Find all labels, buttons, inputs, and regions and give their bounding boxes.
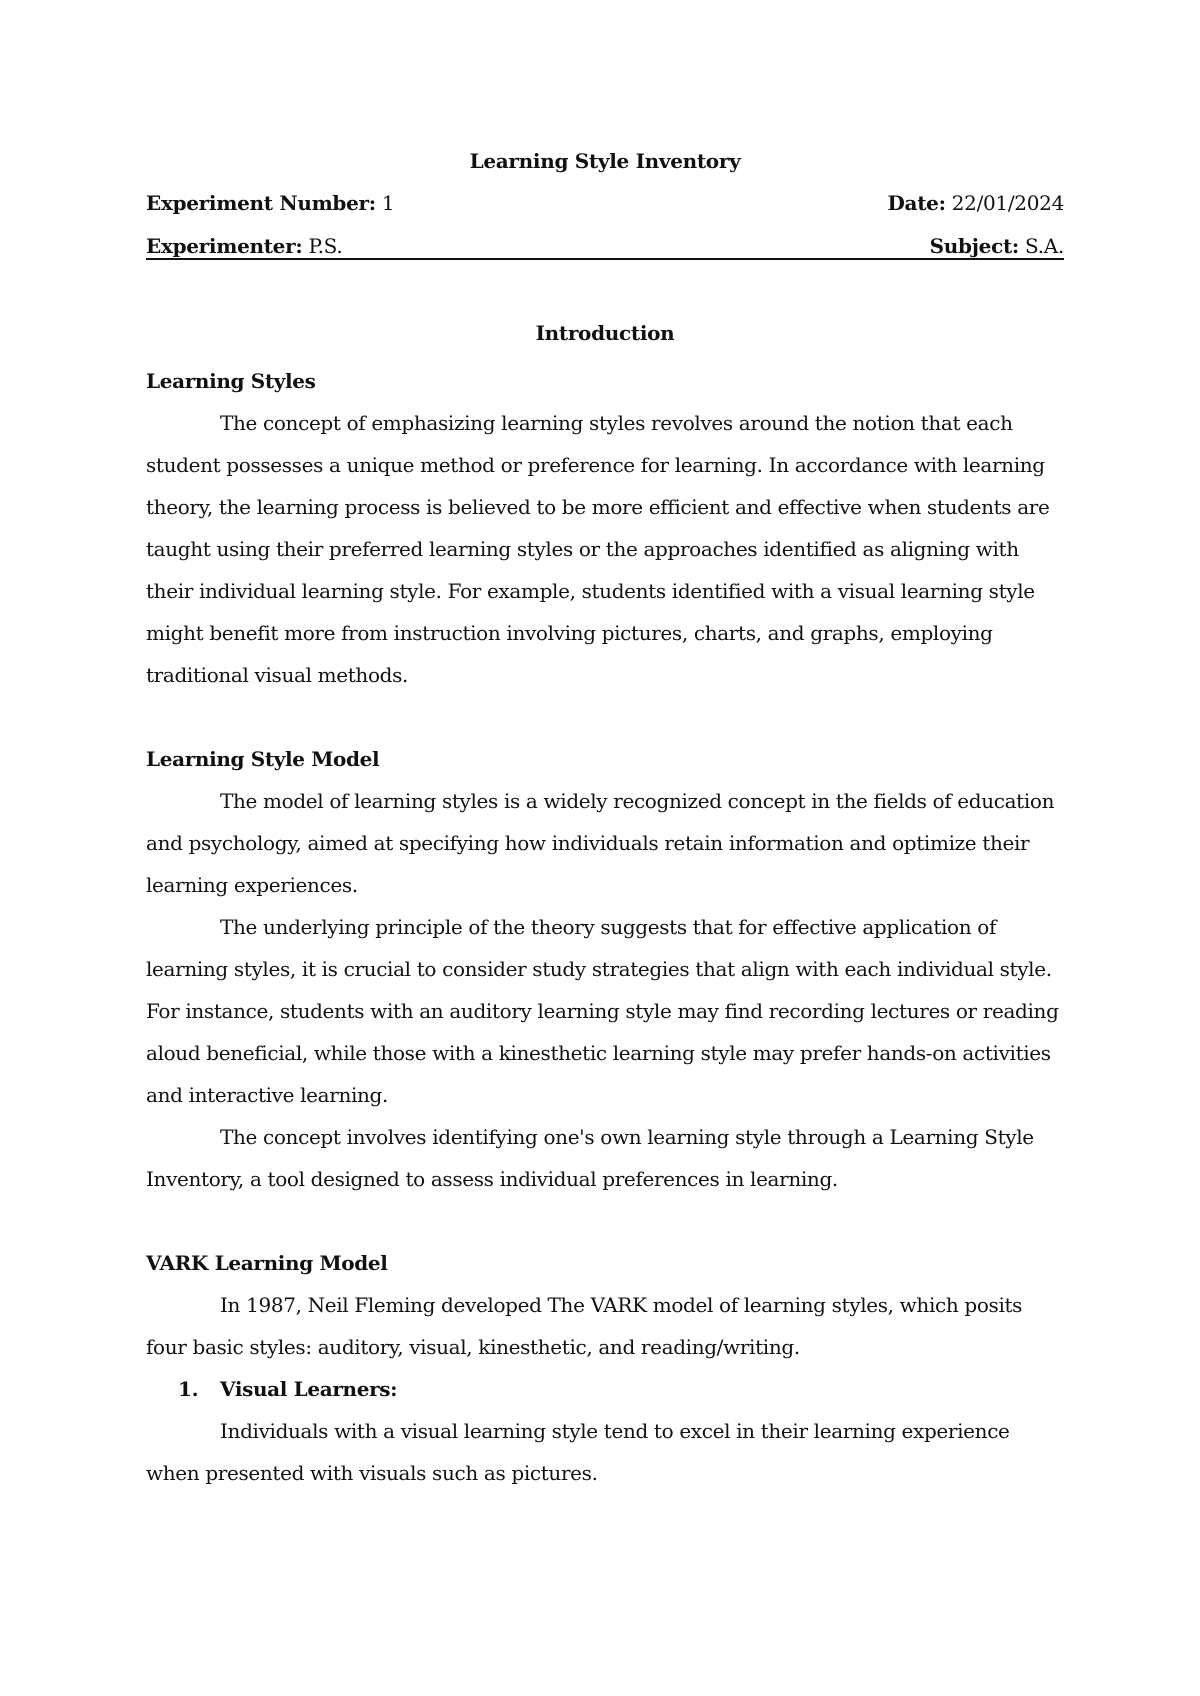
section-spacer xyxy=(146,1200,1064,1242)
header-divider xyxy=(146,258,1064,260)
visual-learners-paragraph: Individuals with a visual learning style tend to excel in their learning experience when presented with visuals such as pictures. xyxy=(146,1419,1010,1485)
experiment-number-label: Experiment Number: xyxy=(146,191,376,215)
learning-styles-heading: Learning Styles xyxy=(146,369,316,393)
subject xyxy=(930,231,1064,261)
subject-label: Subject: xyxy=(929,234,1019,258)
learning-style-model-paragraph-2: The underlying principle of the theory suggests that for effective application of learning styles, it is crucial to consider study strategies that align with each individual style. For instance, students with an auditory learning style may find recording lectures or reading aloud beneficial, while those with a kinesthetic learning style may prefer hands-on activities and interactive learning. xyxy=(146,915,1059,1107)
learning-styles-paragraph: The concept of emphasizing learning styles revolves around the notion that each student possesses a unique method or preference for learning. In accordance with learning theory, the learning process is believed to be more efficient and effective when students are taught using their preferred learning styles or the approaches identified as aligning with their individual learning style. For example, students identified with a visual learning style might benefit more from instruction involving pictures, charts, and graphs, employing traditional visual methods. xyxy=(146,411,1050,687)
learning-style-model-heading: Learning Style Model xyxy=(146,747,380,771)
date-value: 22/01/2024 xyxy=(951,191,1064,215)
document-body xyxy=(146,360,1064,1494)
list-item-label: Visual Learners: xyxy=(220,1377,398,1401)
vark-model-paragraph: In 1987, Neil Fleming developed The VARK model of learning styles, which posits four basic styles: auditory, visual, kinesthetic, and reading/writing. xyxy=(146,1293,1023,1359)
learning-style-model-paragraph-3: The concept involves identifying one's own learning style through a Learning Style Inventory, a tool designed to assess individual preferences in learning. xyxy=(146,1125,1034,1191)
experimenter-value: P.S. xyxy=(308,234,343,258)
numbered-item-visual-learners xyxy=(146,1368,1064,1410)
learning-style-model-paragraph-1: The model of learning styles is a widely recognized concept in the fields of education and psychology, aimed at specifying how individuals retain information and optimize their learning experiences. xyxy=(146,789,1055,897)
experiment-number xyxy=(146,188,394,218)
subject-value: S.A. xyxy=(1025,234,1064,258)
document-title: Learning Style Inventory xyxy=(469,149,741,173)
experimenter xyxy=(146,231,342,261)
date xyxy=(888,188,1065,218)
vark-model-heading: VARK Learning Model xyxy=(146,1251,388,1275)
experimenter-label: Experimenter: xyxy=(146,234,303,258)
date-label: Date: xyxy=(887,191,946,215)
introduction-heading: Introduction xyxy=(535,321,675,345)
list-number: 1. xyxy=(178,1377,199,1401)
experiment-number-value: 1 xyxy=(381,191,395,215)
section-spacer xyxy=(146,696,1064,738)
